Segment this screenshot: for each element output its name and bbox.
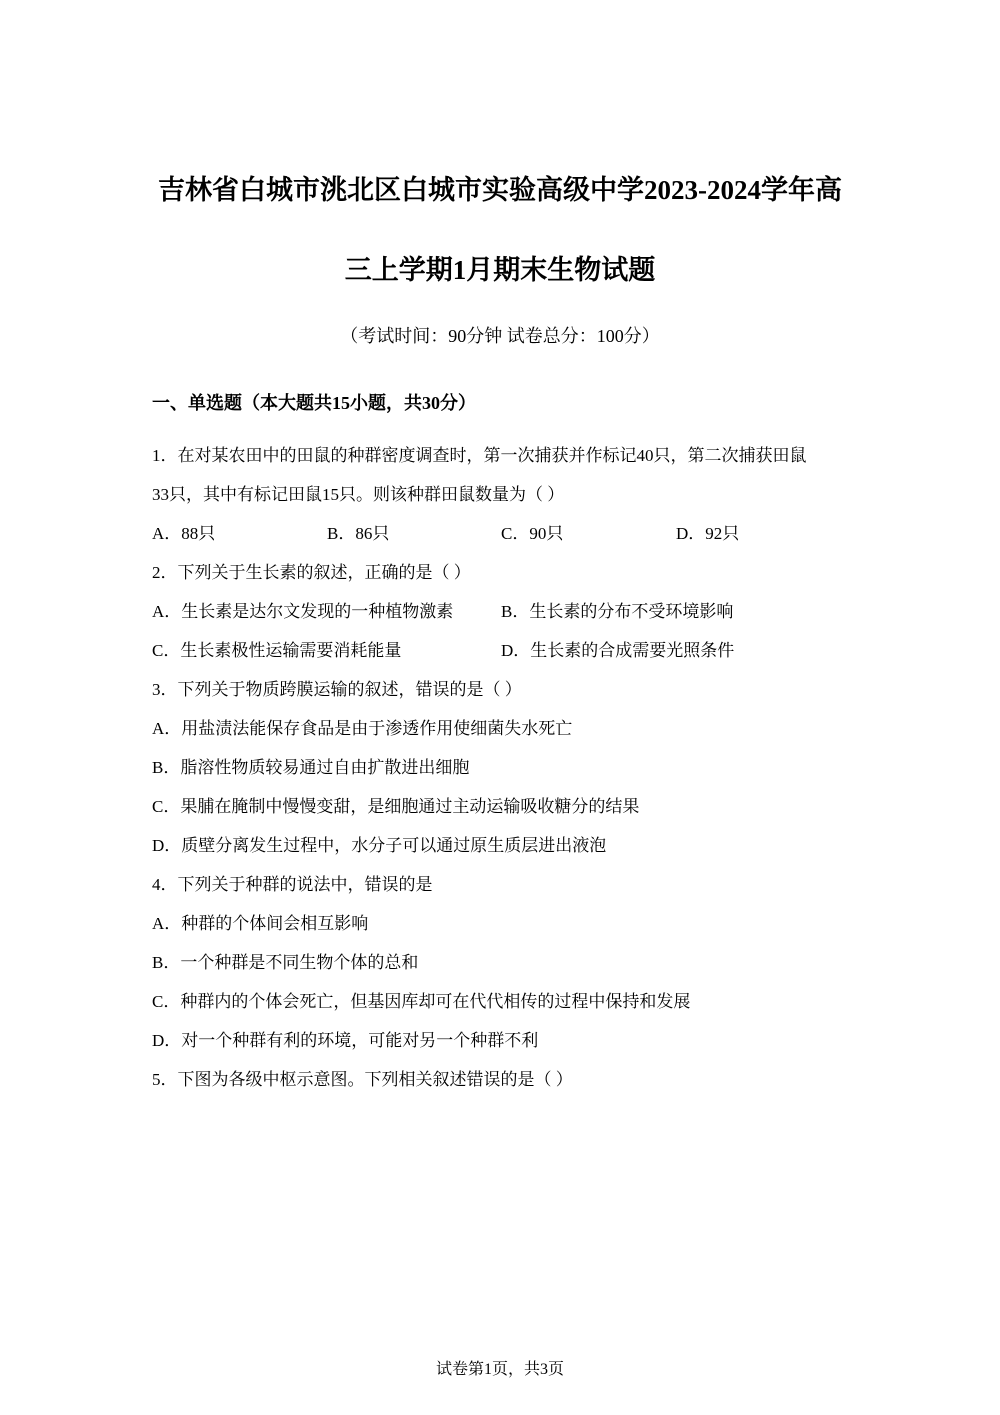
question-3-option-a: A．用盐渍法能保存食品是由于渗透作用使细菌失水死亡 xyxy=(152,719,573,738)
question-1-option-b: B．86只 xyxy=(327,524,390,543)
question-2-option-b: B．生长素的分布不受环境影响 xyxy=(501,602,734,621)
question-4-option-b: B．一个种群是不同生物个体的总和 xyxy=(152,953,419,972)
page-footer: 试卷第1页，共3页 xyxy=(435,1361,564,1378)
question-3-option-c: C．果脯在腌制中慢慢变甜，是细胞通过主动运输吸收糖分的结果 xyxy=(152,797,640,816)
question-1-stem-line-2: 33只，其中有标记田鼠15只。则该种群田鼠数量为（ ） xyxy=(152,485,565,504)
question-1-stem-line-1: 1．在对某农田中的田鼠的种群密度调查时，第一次捕获并作标记40只，第二次捕获田鼠 xyxy=(152,446,807,465)
question-3-stem: 3．下列关于物质跨膜运输的叙述，错误的是（ ） xyxy=(152,680,522,699)
question-2-option-a: A．生长素是达尔文发现的一种植物激素 xyxy=(152,602,454,621)
question-2-stem: 2．下列关于生长素的叙述，正确的是（ ） xyxy=(152,563,471,582)
question-5-stem: 5．下图为各级中枢示意图。下列相关叙述错误的是（ ） xyxy=(152,1070,573,1089)
question-3-option-b: B．脂溶性物质较易通过自由扩散进出细胞 xyxy=(152,758,470,777)
question-4-option-a: A．种群的个体间会相互影响 xyxy=(152,914,369,933)
question-1-option-c: C．90只 xyxy=(501,524,564,543)
exam-title-line-1: 吉林省白城市洮北区白城市实验高级中学2023-2024学年高 xyxy=(158,175,842,205)
exam-title-line-2: 三上学期1月期末生物试题 xyxy=(344,255,656,285)
question-4-option-d: D．对一个种群有利的环境，可能对另一个种群不利 xyxy=(152,1031,539,1050)
section-heading: 一、单选题（本大题共15小题，共30分） xyxy=(152,393,476,413)
question-2-option-c: C．生长素极性运输需要消耗能量 xyxy=(152,641,402,660)
exam-subtitle: （考试时间：90分钟 试卷总分：100分） xyxy=(340,326,660,346)
question-4-option-c: C．种群内的个体会死亡，但基因库却可在代代相传的过程中保持和发展 xyxy=(152,992,691,1011)
question-4-stem: 4．下列关于种群的说法中，错误的是 xyxy=(152,875,433,894)
question-1-option-a: A．88只 xyxy=(152,524,216,543)
question-3-option-d: D．质壁分离发生过程中，水分子可以通过原生质层进出液泡 xyxy=(152,836,607,855)
question-1-option-d: D．92只 xyxy=(676,524,740,543)
question-2-option-d: D．生长素的合成需要光照条件 xyxy=(501,641,735,660)
